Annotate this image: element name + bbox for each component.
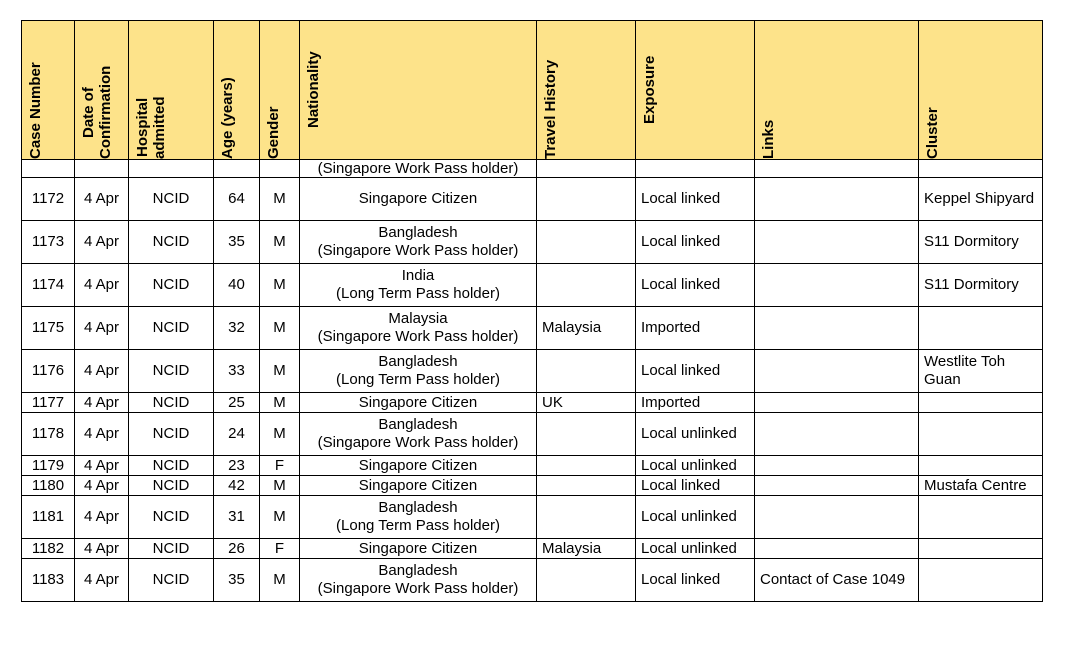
cell-links: [755, 393, 919, 413]
header-cluster: Cluster: [919, 21, 1043, 160]
cell-gender: M: [260, 178, 300, 221]
cell-cluster: [919, 539, 1043, 559]
cell-age: 35: [214, 221, 260, 264]
nationality-country: Bangladesh: [378, 499, 458, 516]
cell-travel-history: Malaysia: [537, 307, 636, 350]
cell-exposure: Local unlinked: [636, 413, 755, 456]
cell-links: [755, 456, 919, 476]
nationality-country: Singapore Citizen: [358, 190, 478, 207]
cell-empty: [755, 160, 919, 178]
table-row: [22, 264, 1043, 307]
cell-exposure: Local linked: [636, 559, 755, 602]
cell-date: 4 Apr: [75, 307, 129, 350]
cell-travel-history: [537, 496, 636, 539]
cell-links: [755, 221, 919, 264]
nationality-country: India: [401, 267, 435, 284]
cell-cluster: [919, 413, 1043, 456]
cell-exposure: Local unlinked: [636, 456, 755, 476]
case-table: [21, 20, 1043, 602]
cell-cluster: [919, 559, 1043, 602]
cell-cluster: S11 Dormitory: [919, 264, 1043, 307]
cell-cluster: [919, 456, 1043, 476]
nationality-pass-type: (Long Term Pass holder): [336, 517, 500, 534]
cell-empty: [537, 160, 636, 178]
cell-age: 32: [214, 307, 260, 350]
header-exposure: Exposure: [636, 21, 755, 160]
cell-gender: M: [260, 221, 300, 264]
nationality-country: Bangladesh: [378, 224, 458, 241]
cell-cluster: Keppel Shipyard: [919, 178, 1043, 221]
cell-case-number: 1181: [22, 496, 75, 539]
cell-exposure: Local linked: [636, 476, 755, 496]
cell-date: 4 Apr: [75, 264, 129, 307]
cell-travel-history: [537, 264, 636, 307]
nationality-country: Singapore Citizen: [358, 476, 478, 494]
cell-links: [755, 307, 919, 350]
table-row: [22, 350, 1043, 393]
cell-gender: F: [260, 456, 300, 476]
cell-case-number: 1180: [22, 476, 75, 496]
cell-nationality: [300, 264, 537, 307]
table-row: [22, 221, 1043, 264]
header-links: Links: [755, 21, 919, 160]
cell-case-number: 1177: [22, 393, 75, 413]
cell-nationality: [300, 413, 537, 456]
nationality-pass-type: (Singapore Work Pass holder): [317, 580, 519, 597]
cell-empty: [22, 160, 75, 178]
cell-date: 4 Apr: [75, 559, 129, 602]
nationality-country: Bangladesh: [378, 562, 458, 579]
cell-links: [755, 496, 919, 539]
cell-case-number: 1172: [22, 178, 75, 221]
cell-case-number: 1175: [22, 307, 75, 350]
cell-nationality: [300, 350, 537, 393]
cell-age: 24: [214, 413, 260, 456]
cell-nationality: [300, 539, 537, 559]
cell-gender: M: [260, 350, 300, 393]
nationality-country: Malaysia: [388, 310, 448, 327]
cell-case-number: 1174: [22, 264, 75, 307]
cell-exposure: Imported: [636, 307, 755, 350]
cell-age: 23: [214, 456, 260, 476]
cell-hospital: NCID: [129, 539, 214, 559]
cell-empty: [636, 160, 755, 178]
cell-links: Contact of Case 1049: [755, 559, 919, 602]
cell-travel-history: Malaysia: [537, 539, 636, 559]
cell-gender: M: [260, 559, 300, 602]
cell-cluster: [919, 496, 1043, 539]
cell-travel-history: [537, 456, 636, 476]
nationality-pass-type: (Singapore Work Pass holder): [317, 434, 519, 451]
cell-nationality: [300, 307, 537, 350]
table-row: [22, 476, 1043, 496]
cell-nationality: [300, 178, 537, 221]
header-hospital-admitted: Hospital admitted: [129, 21, 214, 160]
cell-empty: [129, 160, 214, 178]
cell-empty: [260, 160, 300, 178]
cell-hospital: NCID: [129, 221, 214, 264]
cell-cluster: S11 Dormitory: [919, 221, 1043, 264]
cell-hospital: NCID: [129, 393, 214, 413]
header-case-number: Case Number: [22, 21, 75, 160]
cell-case-number: 1183: [22, 559, 75, 602]
table-row: [22, 393, 1043, 413]
cell-exposure: Local linked: [636, 221, 755, 264]
cell-nationality: [300, 559, 537, 602]
cell-empty: [214, 160, 260, 178]
table-row: [22, 307, 1043, 350]
nationality-country: Bangladesh: [378, 416, 458, 433]
cell-gender: F: [260, 539, 300, 559]
cell-nationality: [300, 496, 537, 539]
cell-date: 4 Apr: [75, 178, 129, 221]
cell-exposure: Local unlinked: [636, 539, 755, 559]
cell-hospital: NCID: [129, 476, 214, 496]
cell-date: 4 Apr: [75, 539, 129, 559]
cell-nationality: [300, 393, 537, 413]
cell-age: 42: [214, 476, 260, 496]
cell-travel-history: [537, 413, 636, 456]
cell-cluster: Mustafa Centre: [919, 476, 1043, 496]
table-row: [22, 496, 1043, 539]
cell-date: 4 Apr: [75, 496, 129, 539]
cell-hospital: NCID: [129, 496, 214, 539]
cell-case-number: 1178: [22, 413, 75, 456]
cell-gender: M: [260, 413, 300, 456]
cell-cluster: [919, 393, 1043, 413]
header-age: Age (years): [214, 21, 260, 160]
cell-gender: M: [260, 476, 300, 496]
header-nationality: Nationality: [300, 21, 537, 160]
cell-links: [755, 476, 919, 496]
header-travel-history: Travel History: [537, 21, 636, 160]
cell-exposure: Imported: [636, 393, 755, 413]
cell-date: 4 Apr: [75, 476, 129, 496]
cell-links: [755, 264, 919, 307]
cell-case-number: 1176: [22, 350, 75, 393]
cell-case-number: 1182: [22, 539, 75, 559]
cell-age: 31: [214, 496, 260, 539]
cell-age: 33: [214, 350, 260, 393]
table-row: [22, 559, 1043, 602]
cell-gender: M: [260, 496, 300, 539]
cell-exposure: Local linked: [636, 178, 755, 221]
cell-empty: [75, 160, 129, 178]
header-row: [22, 21, 1043, 160]
nationality-pass-type: (Singapore Work Pass holder): [317, 328, 519, 345]
cell-date: 4 Apr: [75, 456, 129, 476]
table-row: [22, 178, 1043, 221]
cell-links: [755, 539, 919, 559]
table-row: [22, 413, 1043, 456]
cell-gender: M: [260, 307, 300, 350]
cell-nationality: [300, 456, 537, 476]
cell-travel-history: [537, 178, 636, 221]
nationality-country: Singapore Citizen: [358, 539, 478, 557]
cell-travel-history: [537, 350, 636, 393]
cell-hospital: NCID: [129, 307, 214, 350]
cell-hospital: NCID: [129, 456, 214, 476]
cell-exposure: Local linked: [636, 264, 755, 307]
cell-nationality: [300, 476, 537, 496]
cell-travel-history: [537, 476, 636, 496]
nationality-country: Singapore Citizen: [358, 456, 478, 474]
cell-links: [755, 178, 919, 221]
header-gender: Gender: [260, 21, 300, 160]
cell-travel-history: [537, 221, 636, 264]
nationality-pass-type: (Long Term Pass holder): [336, 285, 500, 302]
cell-hospital: NCID: [129, 264, 214, 307]
cell-empty: [919, 160, 1043, 178]
cell-links: [755, 413, 919, 456]
table-row: [22, 539, 1043, 559]
cell-cluster: Westlite Toh Guan: [919, 350, 1043, 393]
nationality-country: Bangladesh: [378, 353, 458, 370]
cell-age: 25: [214, 393, 260, 413]
cell-exposure: Local unlinked: [636, 496, 755, 539]
cell-links: [755, 350, 919, 393]
cell-age: 26: [214, 539, 260, 559]
cell-gender: M: [260, 264, 300, 307]
cell-date: 4 Apr: [75, 393, 129, 413]
cell-age: 40: [214, 264, 260, 307]
cell-exposure: Local linked: [636, 350, 755, 393]
table-row: [22, 456, 1043, 476]
cell-nationality: [300, 221, 537, 264]
cell-cluster: [919, 307, 1043, 350]
nationality-pass-type: (Long Term Pass holder): [336, 371, 500, 388]
cell-nationality: (Singapore Work Pass holder): [300, 160, 537, 178]
cell-case-number: 1179: [22, 456, 75, 476]
continuation-row: [22, 160, 1043, 178]
cell-hospital: NCID: [129, 350, 214, 393]
cell-hospital: NCID: [129, 559, 214, 602]
header-date-of-confirmation: Date of Confirmation: [75, 21, 129, 160]
nationality-country: Singapore Citizen: [358, 393, 478, 411]
cell-travel-history: [537, 559, 636, 602]
cell-date: 4 Apr: [75, 413, 129, 456]
cell-case-number: 1173: [22, 221, 75, 264]
cell-date: 4 Apr: [75, 350, 129, 393]
cell-travel-history: UK: [537, 393, 636, 413]
cell-age: 35: [214, 559, 260, 602]
cell-date: 4 Apr: [75, 221, 129, 264]
cell-hospital: NCID: [129, 178, 214, 221]
nationality-pass-type: (Singapore Work Pass holder): [317, 242, 519, 259]
cell-gender: M: [260, 393, 300, 413]
cell-age: 64: [214, 178, 260, 221]
cell-hospital: NCID: [129, 413, 214, 456]
